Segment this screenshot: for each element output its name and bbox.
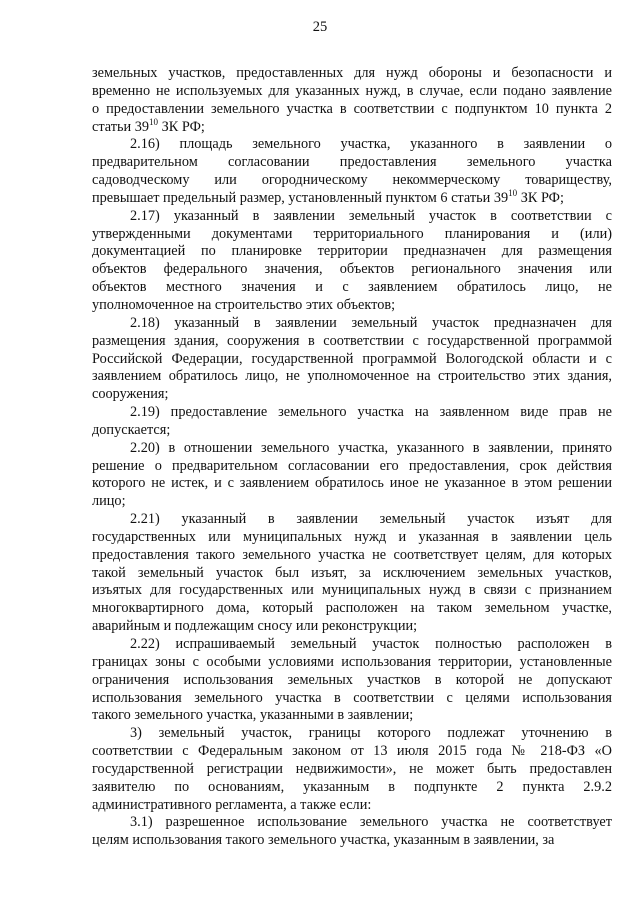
text-line: соответствии с Федеральным законом от 13 июля 2015 года № 218-ФЗ «О	[92, 743, 612, 760]
text-line: 2.18) указанный в заявлении земельный участок предназначен для	[130, 314, 612, 331]
text-line: 2.20) в отношении земельного участка, указанного в заявлении, принято	[130, 439, 612, 456]
text-line: изъятых для государственных или муниципальных нужд в связи с признанием	[92, 582, 612, 599]
paragraph-p2	[92, 208, 612, 315]
text-line: предоставления такого земельного участка не соответствует целям, для которых	[92, 546, 612, 563]
text-line: такой земельный участок был изъят, за исключением земельных участков,	[92, 564, 612, 581]
paragraph-p4	[92, 404, 612, 440]
document-body	[92, 65, 612, 850]
text-line: целям использования такого земельного участка, указанным в заявлении, за	[92, 832, 555, 849]
text-line: государственной регистрации недвижимости», не может быть предоставлен	[92, 760, 612, 777]
text-line: 2.17) указанный в заявлении земельный участок в соответствии с	[130, 207, 612, 224]
text-line: такого земельного участка, указанными в заявлении;	[92, 707, 414, 724]
text-line: 3.1) разрешенное использование земельного участка не соответствует	[130, 814, 612, 831]
text-line: заявлением обратилось лицо, не уполномоченное на строительство этих здания,	[92, 368, 612, 385]
text-line: объектов местного значения и с заявлением обратилось лицо, не	[92, 279, 612, 296]
text-line: заявителю по основаниям, указанным в подпункте 2 пункта 2.9.2	[92, 778, 612, 795]
text-line: объектов федерального значения, объектов регионального значения или	[92, 261, 612, 278]
text-line: 2.19) предоставление земельного участка на заявленном виде прав не	[130, 404, 612, 421]
paragraph-p0	[92, 65, 612, 136]
text-line: предварительном согласовании предоставления земельного участка	[92, 154, 612, 171]
text-line: решение о предварительном согласовании его предоставления, срок действия	[92, 457, 612, 474]
text-line: аварийным и подлежащим сносу или реконструкции;	[92, 618, 418, 635]
paragraph-p6	[92, 511, 612, 636]
page-number: 25	[312, 19, 328, 35]
text-line: административного регламента, а также если:	[92, 796, 372, 813]
paragraph-p8	[92, 725, 612, 814]
text-line: государственных или муниципальных нужд и указанная в заявлении цель	[92, 528, 612, 545]
text-line: 2.21) указанный в заявлении земельный участок изъят для	[130, 511, 612, 528]
text-line: утвержденными документами территориального планирования и (или)	[92, 225, 612, 242]
text-line: границах зоны с особыми условиями использования территории, установленные	[92, 653, 612, 670]
text-line: документацией по планировке территории предназначен для размещения	[92, 243, 612, 260]
text-line: размещения здания, сооружения в соответствии с государственной программой	[92, 332, 612, 349]
text-line: превышает предельный размер, установленный пунктом 6 статьи $39^{10}$ ЗК РФ;	[92, 187, 564, 206]
text-line: многоквартирного дома, который расположен на таком земельном участке,	[92, 600, 612, 617]
text-line: садоводческому или огородническому некоммерческому товариществу,	[92, 172, 612, 189]
text-line: Российской Федерации, государственной программой Вологодской области и с	[92, 350, 612, 367]
text-line: ограничения использования земельных участков в которой не допускают	[92, 671, 612, 688]
text-line: о предоставлении земельного участка в соответствии с подпунктом 10 пункта 2	[92, 100, 612, 117]
text-line: земельных участков, предоставленных для нужд обороны и безопасности и	[92, 65, 612, 81]
text-line: допускается;	[92, 421, 171, 438]
text-line: 2.16) площадь земельного участка, указанного в заявлении о	[130, 136, 612, 153]
text-line: 3) земельный участок, границы которого подлежат уточнению в	[130, 725, 612, 742]
text-line: уполномоченное на строительство этих объектов;	[92, 296, 396, 313]
text-line: 2.22) испрашиваемый земельный участок полностью расположен в	[130, 636, 612, 652]
text-line: которого не истек, и с заявлением обратилось иное не указанное в этом решении	[92, 475, 612, 492]
paragraph-p3	[92, 315, 612, 404]
paragraph-p7	[92, 636, 612, 725]
paragraph-p5	[92, 440, 612, 511]
text-line: использования земельного участка в соответствии с целями использования	[92, 689, 612, 706]
text-line: сооружения;	[92, 386, 169, 403]
text-line: статьи $39^{10}$ ЗК РФ;	[92, 116, 205, 135]
paragraph-p1	[92, 136, 612, 207]
text-line: лицо;	[92, 493, 126, 510]
text-line: временно не используемых для указанных нужд, в случае, если подано заявление	[92, 82, 612, 99]
paragraph-p9	[92, 814, 612, 850]
